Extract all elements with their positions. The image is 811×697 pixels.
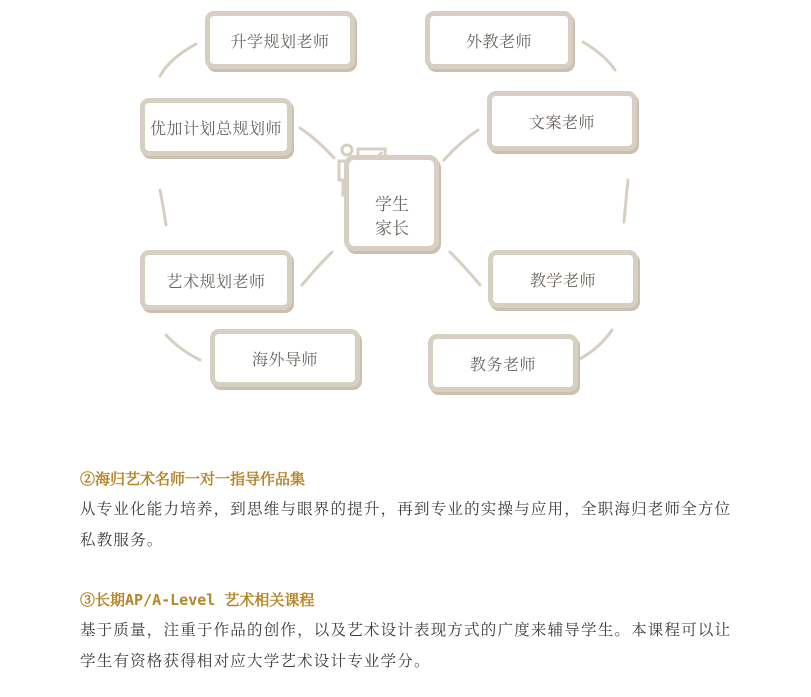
node-label: 教务老师	[469, 354, 536, 374]
node-copywriter	[487, 91, 637, 151]
node-foreign-teacher	[425, 11, 573, 69]
center-node-student-parent	[344, 155, 439, 251]
node-label: 优加计划总规划师	[149, 118, 282, 138]
section2-heading: ②海归艺术名师一对一指导作品集	[80, 470, 306, 488]
node-chief-planner	[140, 98, 292, 156]
node-label: 教学老师	[529, 270, 596, 290]
node-academic-affairs	[428, 334, 578, 392]
center-label-line1: 学生	[375, 195, 409, 215]
center-label-line2: 家长	[375, 219, 409, 239]
section3-paragraph: 基于质量，注重于作品的创作，以及艺术设计表现方式的广度来辅导学生。本课程可以让学生有资格获得相对应大学艺术设计专业学分。	[80, 621, 732, 670]
node-admissions-advisor	[205, 11, 355, 69]
node-art-planner	[140, 250, 292, 310]
node-label: 艺术规划老师	[166, 271, 266, 291]
section2-paragraph: 从专业化能力培养，到思维与眼界的提升，再到专业的实操与应用，全职海归老师全方位私教服务。	[80, 500, 732, 549]
section3-heading: ③长期AP/A-Level 艺术相关课程	[80, 591, 315, 609]
node-label: 外教老师	[465, 31, 532, 51]
node-label: 文案老师	[528, 112, 595, 132]
node-label: 海外导师	[251, 349, 318, 369]
node-teaching-teacher	[488, 250, 638, 308]
node-overseas-mentor	[210, 329, 360, 387]
node-label: 升学规划老师	[230, 31, 330, 51]
